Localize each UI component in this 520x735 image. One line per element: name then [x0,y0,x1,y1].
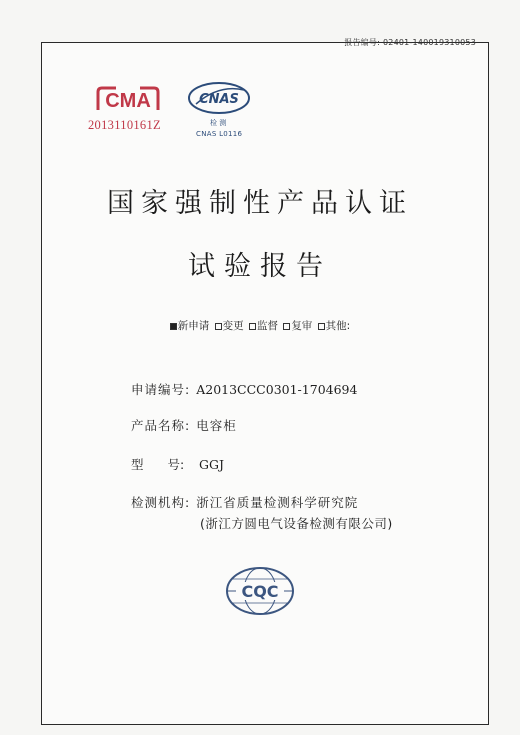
option-supervision: 监督 [249,320,278,332]
product-name-value: 电容柜 [196,418,237,433]
testing-organization-label: 检测机构: [131,495,191,510]
document-title: 国家强制性产品认证 [107,188,413,219]
cnas-logo [186,80,252,116]
option-review: 复审 [283,320,312,332]
report-number [344,37,476,48]
application-number-value: A2013CCC0301-1704694 [196,382,358,397]
checkbox-icon [249,323,256,330]
cnas-subtitle-cn: 检 测 [210,119,227,127]
model-field [131,455,224,473]
application-number-field [131,380,357,398]
option-other: 其他: [318,320,351,332]
cnas-accreditation-number: CNAS L0116 [196,130,243,138]
report-number-label: 报告编号: [344,38,380,47]
cma-logo-text: CMA [105,90,151,112]
option-change: 变更 [215,320,244,332]
checkbox-icon [215,323,222,330]
product-name-label: 产品名称: [131,418,191,433]
cqc-logo-text: CQC [241,582,279,601]
cma-logo [96,86,160,112]
cnas-logo-text: CNAS [199,92,239,107]
product-name-field [131,416,237,434]
application-number-label: 申请编号: [131,382,191,397]
cma-number: 2013110161Z [88,118,161,132]
application-type-options [0,318,520,333]
testing-organization-alt-name: (浙江方圆电气设备检测有限公司) [200,516,393,531]
testing-organization-field [131,493,358,511]
model-value: GGJ [199,457,224,472]
checkbox-checked-icon [170,323,177,330]
document-subtitle: 试验报告 [188,251,332,282]
testing-organization-value: 浙江省质量检测科学研究院 [196,495,359,510]
cqc-logo [224,565,296,617]
checkbox-icon [318,323,325,330]
checkbox-icon [283,323,290,330]
report-number-value: 02401-140019310053 [382,38,476,47]
model-label: 型 号: [131,457,185,472]
option-new-application: 新申请 [170,320,210,332]
